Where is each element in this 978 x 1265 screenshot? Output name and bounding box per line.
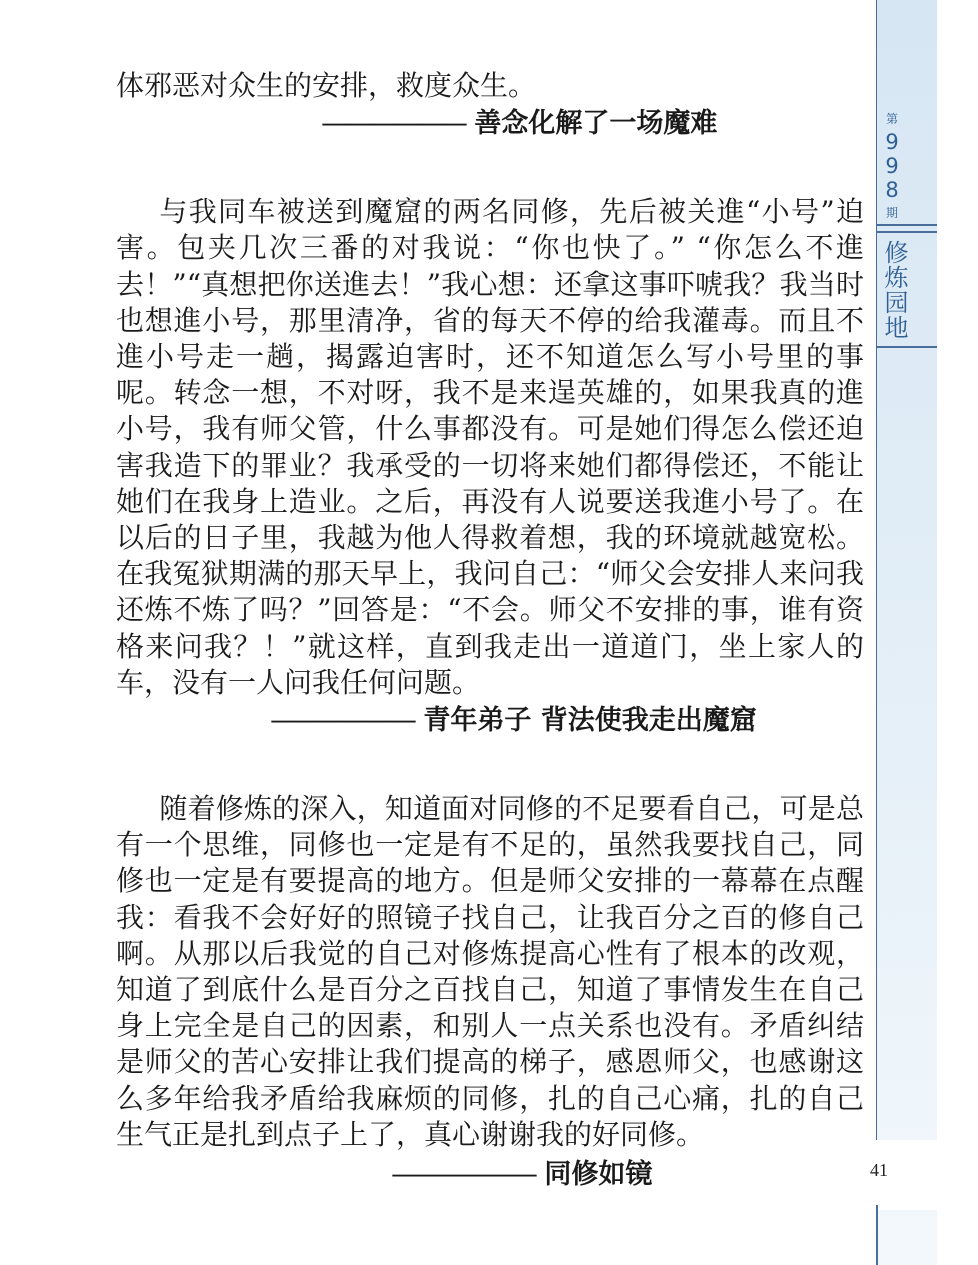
signature-dash: —————— (270, 705, 414, 737)
paragraph: 与我同车被送到魔窟的两名同修，先后被关進“小号”迫害。包夹几次三番的对我说：“你也快了。” “你怎么不進去！”“真想把你送進去！”我心想：还拿这事吓唬我？我当时也想進小号，那里清净，省的每天不停的给我灌毒。而且不進小号走一趟，揭露迫害时，还不知道怎么写小号里的事呢。转念一想，不对呀，我不是来逞英雄的，如果我真的進小号，我有师父管，什么事都没有。可是她们得怎么偿还迫害我造下的罪业？我承受的一切将来她们都得偿还，不能让她们在我身上造业。之后，再没有人说要送我進小号了。在以后的日子里，我越为他人得救着想，我的环境就越宽松。在我冤狱期满的那天早上，我问自己：“师父会安排人来问我还炼不炼了吗？”回答是：“不会。师父不安排的事，谁有资格来问我？！”就这样，直到我走出一道道门，坐上家人的车，没有一人问我任何问题。 (116, 195, 864, 699)
section-name: 修炼园地 (880, 240, 908, 340)
sidebar-divider (877, 224, 937, 226)
signature-author: 青年弟子 背法使我走出魔窟 (423, 705, 757, 737)
issue-suffix: 期 (885, 206, 898, 220)
article-body (116, 68, 864, 1195)
sidebar (876, 0, 937, 1265)
signature-dash: —————— (321, 108, 465, 140)
signature-author: 同修如镜 (544, 1159, 653, 1191)
paragraph: 体邪恶对众生的安排，救度众生。 (116, 69, 537, 102)
signature-line (321, 104, 864, 144)
page-number: 41 (870, 1160, 888, 1180)
paragraph: 随着修炼的深入，知道面对同修的不足要看自己，可是总有一个思维，同修也一定是有不足的，虽然我要找自己，同修也一定是有要提高的地方。但是师父安排的一幕幕在点醒我：看我不会好好的照镜子找自己，让我百分之百的修自己啊。从那以后我觉的自己对修炼提高心性有了根本的改观，知道了到底什么是百分之百找自己，知道了事情发生在自己身上完全是自己的因素，和别人一点关系也没有。矛盾纠结是师父的苦心安排让我们提高的梯子，感恩师父，也感谢这么多年给我矛盾给我麻烦的同修，扎的自己心痛，扎的自己生气正是扎到点子上了，真心谢谢我的好同修。 (116, 792, 864, 1151)
signature-line (391, 1155, 864, 1195)
sidebar-bottom-line (876, 1205, 878, 1265)
issue-prefix: 第 (885, 112, 898, 126)
signature-dash: —————— (391, 1159, 535, 1191)
signature-author: 善念化解了一场魔难 (474, 108, 718, 140)
issue-digit: 8 (885, 178, 899, 202)
issue-digit: 9 (885, 154, 899, 178)
issue-digit: 9 (885, 130, 899, 154)
sidebar-divider (877, 231, 937, 233)
signature-line (270, 701, 864, 741)
sidebar-divider (877, 346, 937, 348)
issue-number (877, 108, 907, 224)
